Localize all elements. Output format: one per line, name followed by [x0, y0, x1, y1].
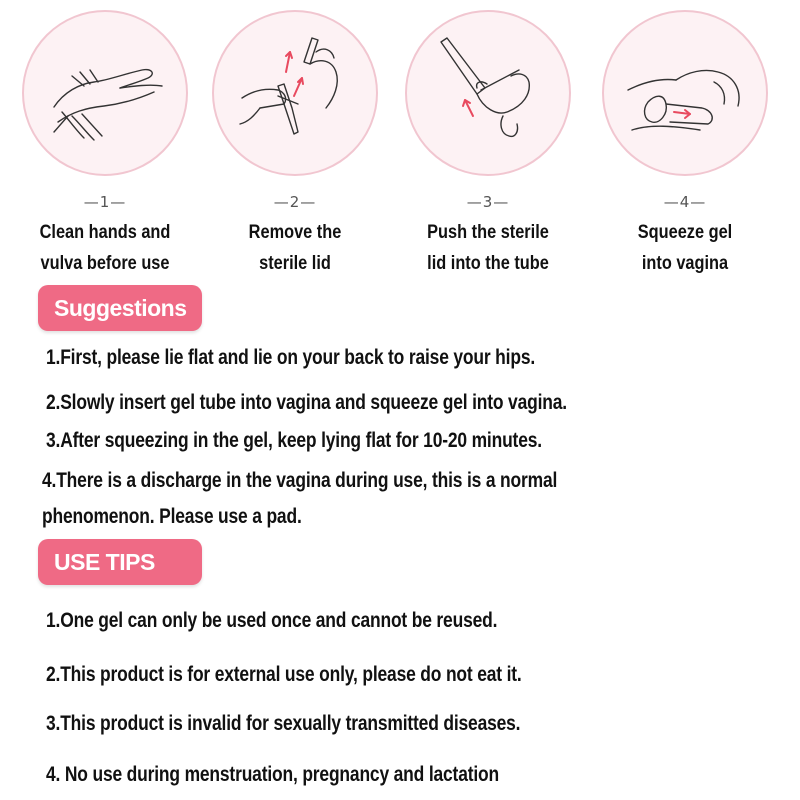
step-4	[590, 10, 780, 279]
step-3-line-1: Push the sterile	[427, 222, 549, 243]
step-3-line-2: lid into the tube	[427, 253, 549, 274]
instruction-steps	[0, 0, 800, 290]
step-1-line-2: vulva before use	[40, 253, 170, 274]
use-tips-heading: USE TIPS	[38, 539, 202, 585]
step-3-label	[406, 217, 569, 279]
suggestion-item-1: 1.First, please lie flat and lie on your back to raise your hips.	[46, 346, 536, 369]
step-2-line-2: sterile lid	[259, 253, 331, 274]
step-2	[200, 10, 390, 279]
use-tip-item-1: 1.One gel can only be used once and cannot be reused.	[46, 609, 498, 632]
squeeze-gel-icon	[602, 10, 768, 176]
step-2-line-1: Remove the	[248, 222, 342, 243]
remove-lid-icon	[212, 10, 378, 176]
step-3-number: —3—	[466, 193, 510, 211]
step-1-number: —1—	[83, 193, 127, 211]
suggestions-heading: Suggestions	[38, 285, 202, 331]
suggestion-item-4-continued: phenomenon. Please use a pad.	[42, 505, 302, 528]
step-4-label	[603, 217, 766, 279]
step-2-number: —2—	[273, 193, 317, 211]
hand-washing-icon	[22, 10, 188, 176]
suggestion-item-2: 2.Slowly insert gel tube into vagina and squeeze gel into vagina.	[46, 391, 567, 414]
step-1-label	[23, 217, 186, 279]
step-1-line-1: Clean hands and	[39, 222, 171, 243]
step-2-label	[213, 217, 376, 279]
use-tip-item-3: 3.This product is invalid for sexually transmitted diseases.	[46, 712, 521, 735]
use-tip-item-4: 4. No use during menstruation, pregnancy and lactation	[46, 763, 500, 786]
step-1	[10, 10, 200, 279]
use-tip-item-2: 2.This product is for external use only, please do not eat it.	[46, 663, 522, 686]
suggestion-item-3: 3.After squeezing in the gel, keep lying flat for 10-20 minutes.	[46, 429, 542, 452]
step-4-line-1: Squeeze gel	[637, 222, 733, 243]
push-lid-icon	[405, 10, 571, 176]
step-4-line-2: into vagina	[641, 253, 729, 274]
step-4-number: —4—	[663, 193, 707, 211]
suggestion-item-4: 4.There is a discharge in the vagina during use, this is a normal	[42, 469, 558, 492]
step-3	[393, 10, 583, 279]
